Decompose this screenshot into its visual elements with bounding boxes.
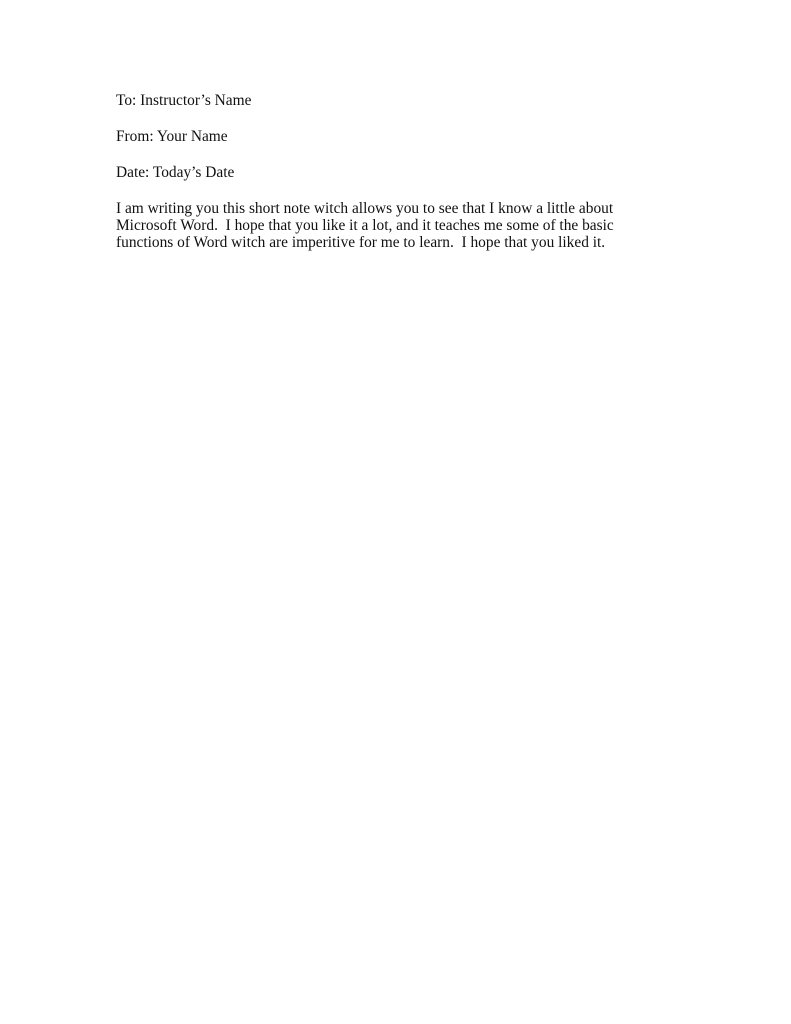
memo	[116, 92, 636, 251]
memo-body	[116, 200, 636, 251]
memo-date-line: Date: Today’s Date	[116, 164, 235, 181]
memo-body-line: Microsoft Word. I hope that you like it a lot, and it teaches me some of the basic	[116, 217, 614, 234]
memo-body-line: I am writing you this short note witch allows you to see that I know a little about	[116, 200, 614, 217]
memo-body-line: functions of Word witch are imperitive for me to learn. I hope that you liked it.	[116, 234, 606, 251]
memo-from-line: From: Your Name	[116, 128, 228, 145]
memo-to-line: To: Instructor’s Name	[116, 92, 252, 109]
